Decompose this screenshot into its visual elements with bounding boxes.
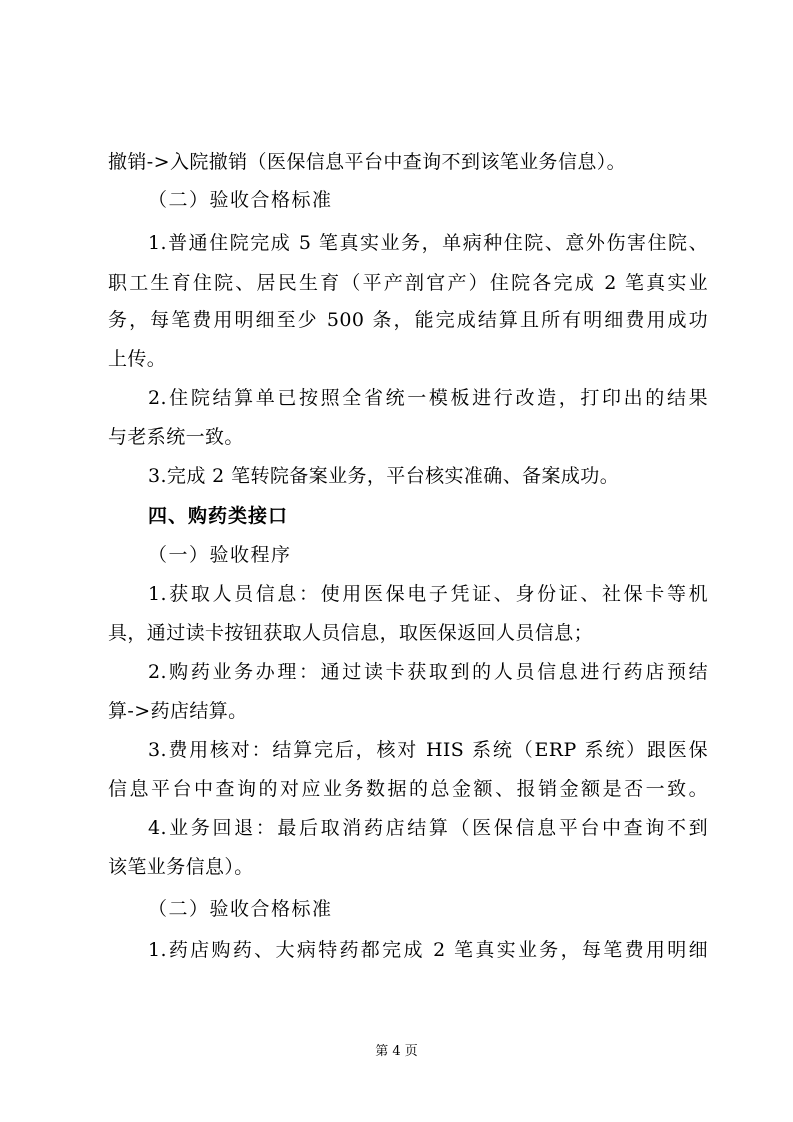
paragraph-line: 信息平台中查询的对应业务数据的总金额、报销金额是否一致。 [108, 778, 708, 800]
section-heading: 四、购药类接口 [148, 505, 289, 527]
paragraph-line: 算->药店结算。 [108, 700, 248, 722]
paragraph-line: 1.普通住院完成 5 笔真实业务，单病种住院、意外伤害住院、 [148, 232, 708, 254]
section-subheading: （二）验收合格标准 [148, 898, 333, 920]
paragraph-line: 4.业务回退：最后取消药店结算（医保信息平台中查询不到 [148, 817, 708, 839]
paragraph-line: 上传。 [108, 348, 167, 370]
section-subheading: （二）验收合格标准 [148, 189, 333, 211]
paragraph-line: 职工生育住院、居民生育（平产剖官产）住院各完成 2 笔真实业 [108, 272, 708, 294]
paragraph-line: 务，每笔费用明细至少 500 条，能完成结算且所有明细费用成功 [108, 309, 708, 331]
paragraph-line: 2.住院结算单已按照全省统一模板进行改造，打印出的结果 [148, 387, 708, 409]
paragraph-line: 2.购药业务办理：通过读卡获取到的人员信息进行药店预结 [148, 661, 708, 683]
paragraph-line: 3.费用核对：结算完后，核对 HIS 系统（ERP 系统）跟医保 [148, 739, 708, 761]
page-number: 第 4 页 [375, 1044, 418, 1059]
paragraph-line: 1.获取人员信息：使用医保电子凭证、身份证、社保卡等机 [148, 583, 708, 605]
paragraph-line: 1.药店购药、大病特药都完成 2 笔真实业务，每笔费用明细 [148, 939, 708, 961]
paragraph-line: 撤销->入院撤销（医保信息平台中查询不到该笔业务信息）。 [108, 151, 627, 173]
paragraph-line: 具，通过读卡按钮获取人员信息，取医保返回人员信息； [108, 622, 594, 644]
paragraph-line: 3.完成 2 笔转院备案业务，平台核实准确、备案成功。 [148, 465, 620, 487]
paragraph-line: 该笔业务信息）。 [108, 856, 254, 878]
section-subheading: （一）验收程序 [148, 544, 292, 566]
paragraph-line: 与老系统一致。 [108, 426, 244, 448]
